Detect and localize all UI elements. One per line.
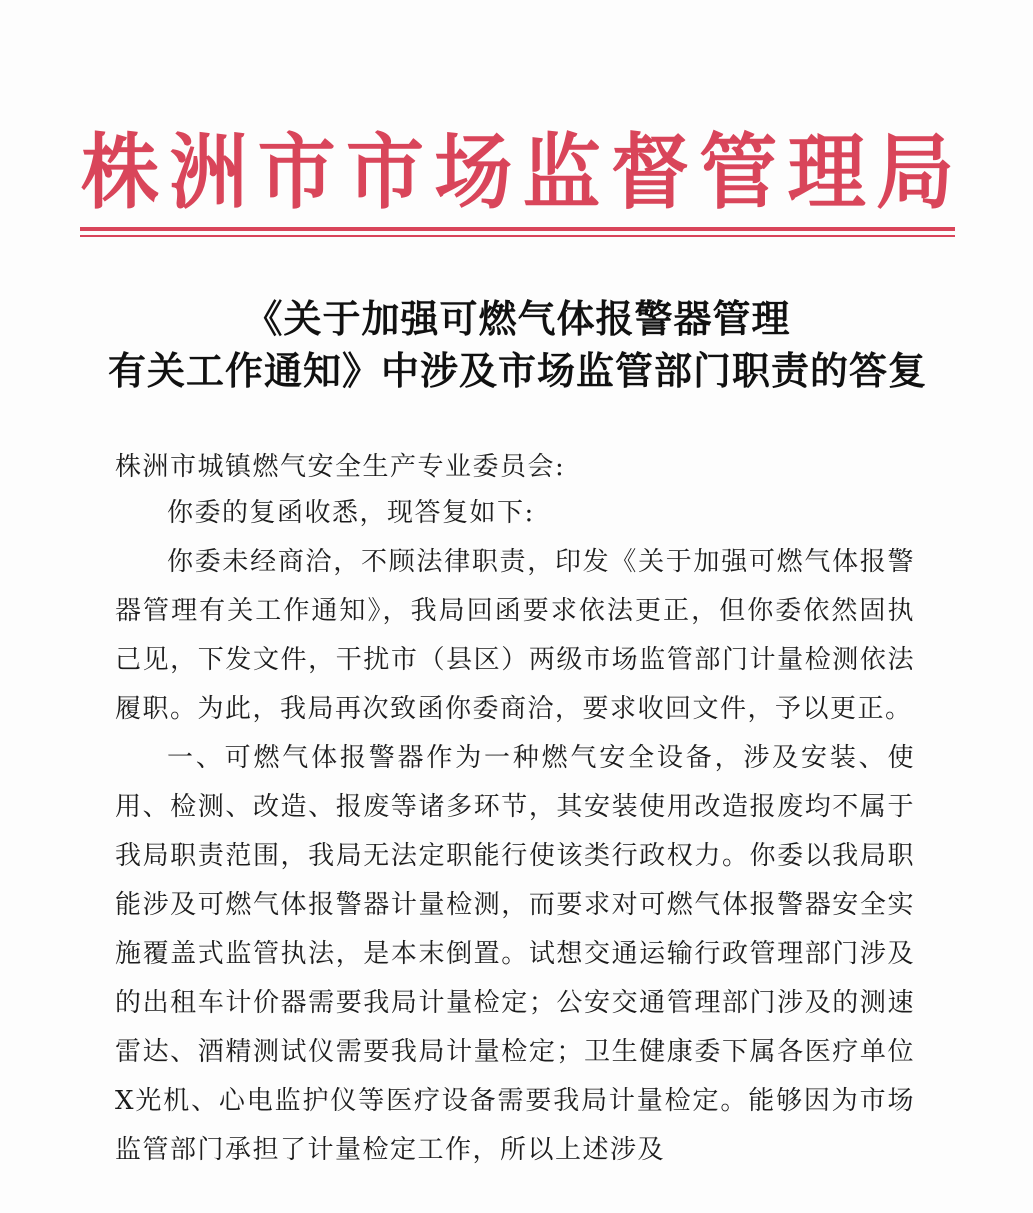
- letterhead-char: 市: [257, 125, 336, 221]
- salutation: 株洲市城镇燃气安全生产专业委员会:: [115, 452, 566, 482]
- letterhead-rule-thick: [80, 227, 955, 231]
- letterhead-char: 监: [522, 125, 601, 221]
- document-title-line-2: 有关工作通知》中涉及市场监管部门职责的答复: [107, 348, 927, 393]
- body-paragraph: 一、可燃气体报警器作为一种燃气安全设备，涉及安装、使用、检测、改造、报废等诸多环节，其安装使用改造报废均不属于我局职责范围，我局无法定职能行使该类行政权力。你委以我局职能涉及可燃气体报警器计量检测，而要求对可燃气体报警器安全实施覆盖式监管执法，是本末倒置。试想交通运输行政管理部门涉及的出租车计价器需要我局计量检定；公安交通管理部门涉及的测速雷达、酒精测试仪需要我局计量检定；卫生健康委下属各医疗单位X光机、心电监护仪等医疗设备需要我局计量检定。能够因为市场监管部门承担了计量检定工作，所以上述涉及: [115, 743, 915, 1165]
- letterhead-char: 市: [345, 125, 424, 221]
- letterhead-rule-thin: [80, 235, 955, 237]
- letterhead-char: 管: [699, 125, 778, 221]
- document-body: [115, 489, 915, 1175]
- letterhead: [80, 118, 955, 228]
- letterhead-char: 理: [787, 125, 866, 221]
- letterhead-char: 株: [80, 125, 159, 221]
- letterhead-char: 局: [875, 125, 954, 221]
- document-title-line-1: 《关于加强可燃气体报警器管理: [244, 296, 791, 341]
- letterhead-char: 洲: [169, 125, 248, 221]
- letterhead-char: 场: [434, 125, 513, 221]
- body-paragraph: 你委未经商洽，不顾法律职责，印发《关于加强可燃气体报警器管理有关工作通知》，我局回函要求依法更正，但你委依然固执己见，下发文件，干扰市（县区）两级市场监管部门计量检测依法履职。为此，我局再次致函你委商洽，要求收回文件，予以更正。: [115, 547, 915, 724]
- letterhead-char: 督: [610, 125, 689, 221]
- body-paragraph: 你委的复函收悉，现答复如下:: [167, 498, 535, 528]
